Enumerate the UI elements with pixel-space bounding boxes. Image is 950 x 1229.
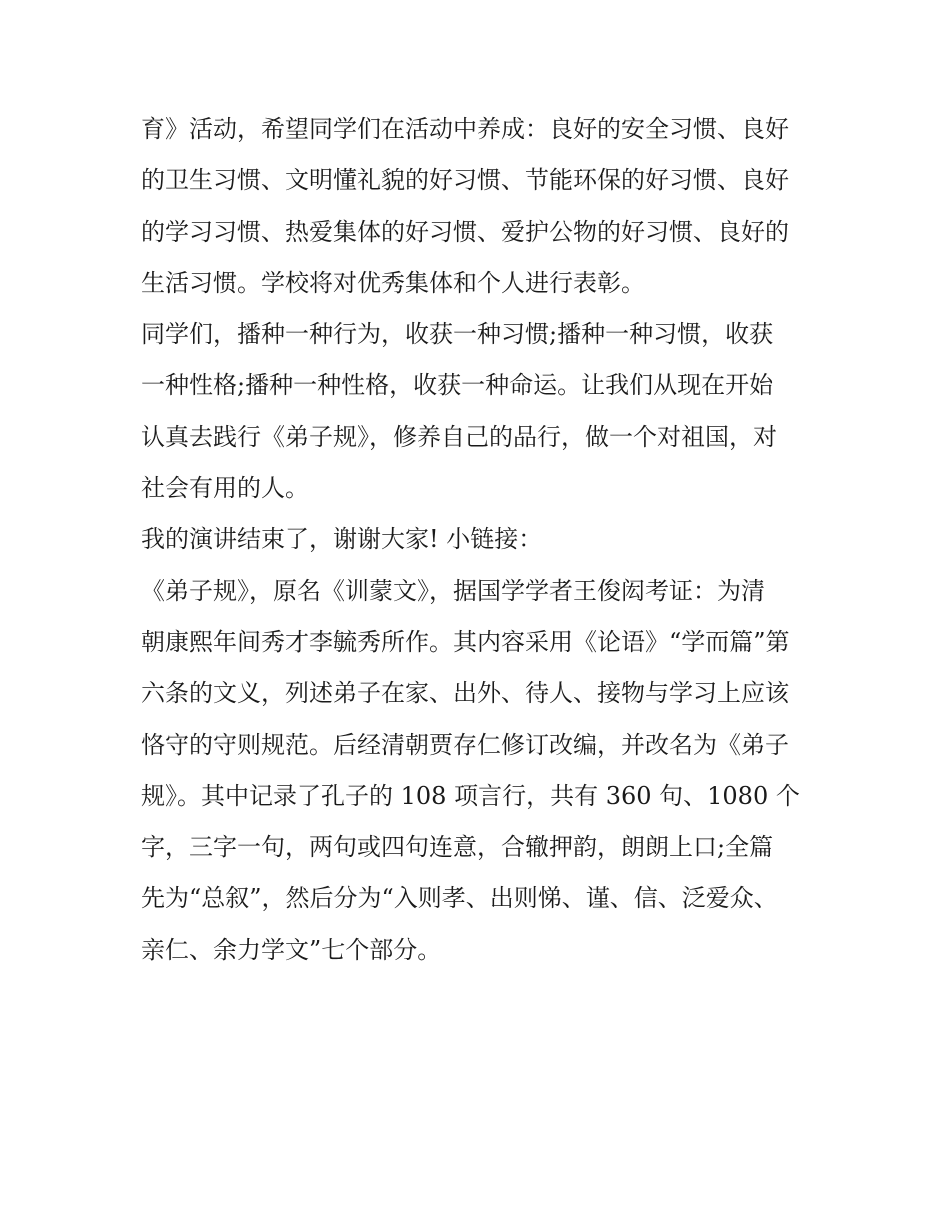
text-line: 六条的文义，列述弟子在家、出外、待人、接物与学习上应该 bbox=[141, 679, 789, 708]
text-line: 认真去践行《弟子规》，修养自己的品行，做一个对祖国，对 bbox=[141, 422, 777, 451]
text-line: 同学们，播种一种行为，收获一种习惯;播种一种习惯，收获 bbox=[141, 320, 774, 349]
text-line: 育》活动，希望同学们在活动中养成：良好的安全习惯、良好 bbox=[141, 115, 789, 143]
text-line: 恪守的守则规范。后经清朝贾存仁修订改编，并改名为《弟子 bbox=[141, 730, 789, 759]
text-line: 的卫生习惯、文明懂礼貌的好习惯、节能环保的好习惯、良好 bbox=[141, 166, 789, 195]
text-line: 字，三字一句，两句或四句连意，合辙押韵，朗朗上口;全篇 bbox=[141, 833, 774, 862]
text-line: 一种性格;播种一种性格，收获一种命运。让我们从现在开始 bbox=[141, 371, 774, 400]
text-line: 我的演讲结束了，谢谢大家! 小链接： bbox=[141, 525, 543, 554]
text-line: 《弟子规》，原名《训蒙文》，据国学学者王俊闳考证：为清 bbox=[141, 576, 765, 605]
text-line: 社会有用的人。 bbox=[141, 474, 309, 503]
text-line: 先为“总叙”，然后分为“入则孝、出则悌、谨、信、泛爱众、 bbox=[141, 884, 778, 913]
text-line: 生活习惯。学校将对优秀集体和个人进行表彰。 bbox=[141, 268, 645, 297]
text-line: 规》。其中记录了孔子的 108 项言行，共有 360 句、1080 个 bbox=[141, 781, 800, 810]
document-body bbox=[141, 104, 816, 976]
text-line: 的学习习惯、热爱集体的好习惯、爱护公物的好习惯、良好的 bbox=[141, 217, 789, 246]
text-line: 亲仁、余力学文”七个部分。 bbox=[141, 935, 442, 964]
text-line: 朝康熙年间秀才李毓秀所作。其内容采用《论语》“学而篇”第 bbox=[141, 627, 790, 656]
